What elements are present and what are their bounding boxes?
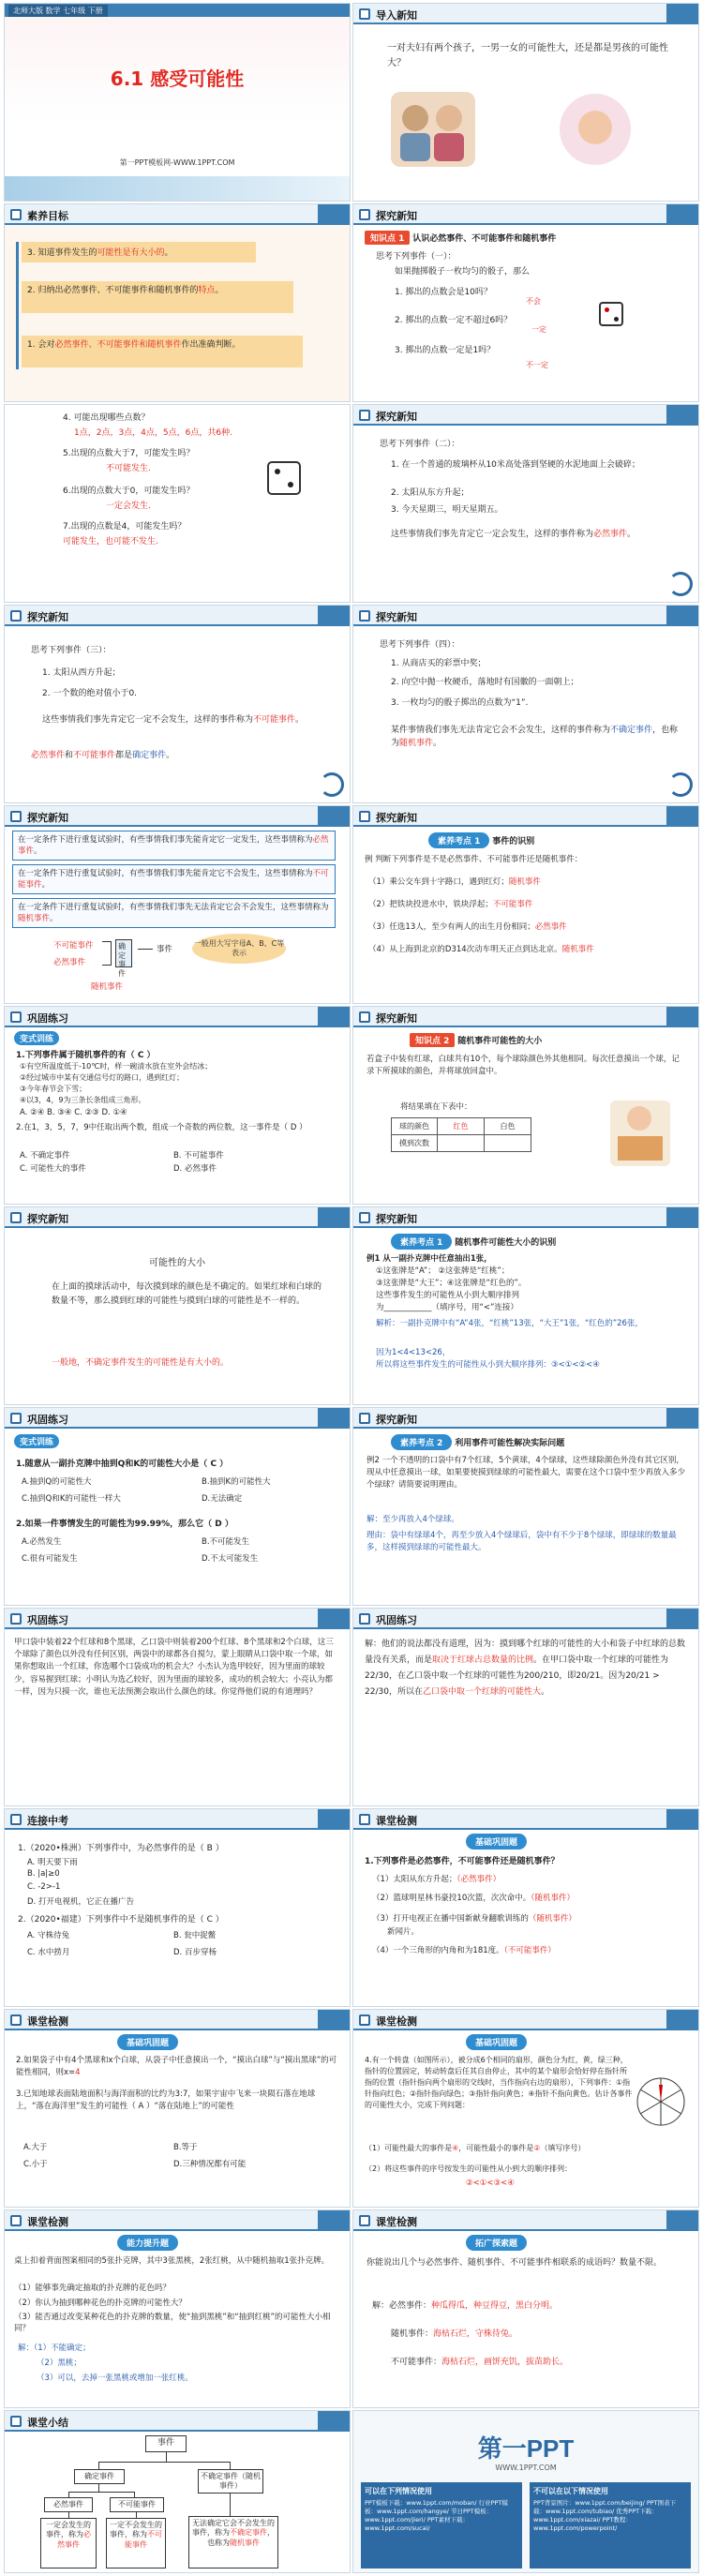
solution-2: 因为1<4<13<26，	[376, 1348, 451, 1357]
slide-icon	[10, 2014, 22, 2026]
a5: 不可能发生.	[106, 464, 151, 473]
slide-header: 课堂检测	[27, 2015, 68, 2028]
slide-icon	[359, 1413, 370, 1424]
q1-opt-a: A.抽到Q的可能性大	[22, 1477, 92, 1487]
skill-title: 随机事件可能性大小的识别	[455, 1238, 557, 1248]
slide-exam	[4, 1808, 351, 2007]
practice-tag: 变式训练	[14, 1031, 59, 1045]
q2-opt-b: B. 不可能事件	[173, 1151, 224, 1161]
series-label: 北师大版 数学 七年级 下册	[8, 5, 108, 17]
event-line-2: 2. 向空中抛一枚硬币，落地时有国徽的一面朝上；	[391, 678, 579, 687]
definite-note: 必然事件和不可能事件都是确定事件。	[31, 751, 175, 760]
ex-line-1: ①这张牌是“A”； ②这张牌是“红桃”；	[376, 1266, 510, 1276]
skill-title: 事件的识别	[492, 837, 535, 846]
practice-choices-1: A. ②④ B. ③④ C. ②③ D. ①④	[20, 1108, 127, 1117]
footer-text: 第一PPT模板网-WWW.1PPT.COM	[119, 158, 235, 167]
example-prompt: 例1 从一副扑克牌中任意抽出1张，	[366, 1254, 492, 1264]
dice-a3: 不一定	[526, 361, 548, 369]
solution-3: 所以将这些事件发生的可能性从小到大顺序排列：③<①<②<④	[376, 1360, 600, 1370]
slide-icon	[359, 1613, 370, 1625]
summary-certain-desc: 一定会发生的事件，称为必然事件	[40, 2518, 97, 2569]
summary-random: 不确定事件（随机事件）	[198, 2469, 263, 2494]
summary-random-desc: 无法确定它会不会发生的事件，称为不确定事件，也称为随机事件	[188, 2516, 278, 2569]
exam-q2-c: C. 水中捞月	[27, 1948, 70, 1957]
slide-icon	[359, 1814, 370, 1825]
exam-q1: 1.（2020•株洲）下列事件中，为必然事件的是（ B ）	[18, 1844, 224, 1853]
slide-icon	[359, 8, 370, 20]
summary-certain: 必然事件	[44, 2497, 93, 2512]
exam-q2-b: B. 瓮中捉鳖	[173, 1931, 217, 1940]
experiment-text: 若盒子中装有红球，白球共有10个，每个球除颜色外其他相同。每次任意摸出一个球，记录下所摸球的颜色，并将球放回盒中。	[366, 1055, 680, 1076]
think-label: 思考下列事件（一）：	[376, 252, 456, 262]
level-tag: 拓广探索题	[466, 2235, 527, 2251]
goal-2: 2. 归纳出必然事件、不可能事件和随机事件的特点。	[22, 281, 293, 313]
spinner-a2: ②<①<③<④	[466, 2179, 515, 2188]
check-l1: （1）太阳从东方升起；（必然事件）	[372, 1875, 501, 1884]
slide-icon	[359, 2014, 370, 2026]
check-q2: 2.如果袋子中有4个黑球和x个白球，从袋子中任意摸出一个，“摸出白球”与“摸出黑球”的可能性相同，则x=4	[16, 2056, 337, 2077]
slide-icon	[359, 410, 370, 421]
slide-icon	[359, 2215, 370, 2226]
think-label: 思考下列事件（三）：	[31, 646, 112, 655]
goal-1: 1. 会对必然事件、不可能事件和随机事件作出准确判断。	[22, 336, 303, 367]
practice-opt3: ③今年春节会下雪；	[20, 1085, 87, 1093]
example-prompt: 例2 一个不透明的口袋中有7个红球，5个黄球，4个绿球，这些球除颜色外没有其它区别，现从中任意摸出一球，如果要使摸到绿球的可能性最大，需要在这个口袋中至少再放入多少个绿球？请简要说明理由。	[366, 1456, 686, 1490]
slide-header: 巩固练习	[27, 1414, 68, 1426]
spinner-problem: 4.有一个转盘（如图所示），被分成6个相同的扇形，颜色分为红，黄，绿三种，指针的位置固定，转动转盘后任其自由停止，其中的某个扇形会恰好停在指针所指的位置（指针指向两个扇形的交线时，当作指向右边的扇形），下列事件：①指针指向红色；②指针指向绿色；③指针指向黄色；④指针不指向黄色。估计各事件的可能性大小，完成下列问题：	[365, 2056, 633, 2109]
dice-a2: 一定	[531, 325, 546, 334]
tree-event: 事件	[157, 945, 173, 954]
slide-summary	[4, 2410, 351, 2573]
knowledge-title: 随机事件可能性的大小	[457, 1037, 543, 1046]
slide-definitions	[4, 805, 351, 1004]
result-table: 球的颜色 红色 白色 摸到次数	[391, 1117, 531, 1152]
possibility-text: 在上面的摸球活动中，每次摸到球的颜色是不确定的。如果红球和白球的数量不等，那么摸到红球的可能性与摸到白球的可能性是不一样的。	[52, 1282, 322, 1307]
slide-icon	[359, 1011, 370, 1023]
a7: 可能发生，也可能不发生.	[63, 537, 158, 547]
exam-q2-d: D. 百步穿杨	[173, 1948, 217, 1957]
event-line-1: 1. 太阳从西方升起；	[42, 668, 121, 678]
goal-3: 3. 知道事件发生的可能性是有大小的。	[22, 242, 256, 262]
dice-q3: 3. 掷出的点数一定是1吗？	[395, 346, 496, 355]
check-l3b: 新闻片。	[387, 1927, 420, 1937]
cards-problem: 桌上扣着背面图案相同的5张扑克牌，其中3张黑桃，2张红桃，从中随机抽取1张扑克牌。	[14, 2256, 330, 2266]
slide-knowledge-2	[352, 1006, 699, 1205]
tree-random: 随机事件	[91, 982, 124, 992]
q2-opt-c: C. 可能性大的事件	[20, 1164, 86, 1174]
slide-header: 巩固练习	[376, 1614, 417, 1626]
cards-a3: （3）可以，去掉一张黑桃或增加一张红桃。	[37, 2374, 193, 2383]
event-line-1: 1. 在一个普通的玻璃杯从10米高处落到坚硬的水泥地面上会破碎；	[391, 460, 640, 470]
ex-line-4: 为____________（填序号，用“<”连接）	[376, 1303, 518, 1312]
level-tag: 基础巩固题	[466, 1834, 527, 1850]
level-tag: 基础巩固题	[117, 2034, 178, 2050]
slide-check-2	[4, 2009, 351, 2208]
slide-intro	[352, 3, 699, 202]
slide-header: 探究新知	[376, 210, 417, 222]
slide-practice-2	[4, 1407, 351, 1606]
slide-icon	[10, 1212, 22, 1223]
slide-practice-3-answer	[352, 1608, 699, 1806]
conclusion: 这些事情我们事先肯定它一定不会发生，这样的事件称为不可能事件。	[42, 715, 305, 725]
check-l3: （3）打开电视正在播中国新献身翻歌训练的（随机事件）	[372, 1914, 576, 1924]
slide-header: 连接中考	[27, 1815, 68, 1827]
q3-opt-c: C.小于	[23, 2160, 48, 2169]
dice-q1: 1. 掷出的点数会是10吗？	[395, 288, 492, 297]
slide-possibility	[4, 1206, 351, 1405]
cards-q1: （1）能够事先确定抽取的扑克牌的花色吗？	[14, 2284, 171, 2293]
slide-icon	[10, 811, 22, 822]
brand-logo: 第一PPT	[477, 2434, 575, 2463]
think-label: 思考下列事件（二）：	[380, 440, 460, 449]
slide-knowledge-1	[352, 203, 699, 402]
check-l2: （2）篮球明星林书豪投10次篮，次次命中。（随机事件）	[372, 1894, 575, 1903]
think-label: 思考下列事件（四）：	[380, 640, 460, 650]
q2-opt-d: D. 必然事件	[173, 1164, 217, 1174]
intro-question: 一对夫妇有两个孩子，一男一女的可能性大，还是都是男孩的可能性大？	[387, 43, 668, 68]
q1-opt-c: C.抽到Q和K的可能性一样大	[22, 1494, 121, 1504]
slide-header: 巩固练习	[27, 1012, 68, 1025]
bag-answer: 解：他们的说法都没有道理，因为：摸到哪个红球的可能性的大小和袋子中红球的总数量没有关系，而是取决于红球占总数量的比例。在甲口袋中取一个红球的可能性为22/30，在乙口袋中取一个红球的可能性为200/210，即20/21。因为20/21 > 22/30，所以在乙口袋中取一个红球的可能性大。	[365, 1640, 686, 1698]
slide-dice-questions	[4, 404, 351, 603]
conclusion: 某件事情我们事先无法肯定它会不会发生，这样的事件称为不确定事件，也称为随机事件。	[391, 726, 679, 749]
possibility-title: 可能性的大小	[149, 1258, 205, 1268]
slide-header: 探究新知	[376, 411, 417, 423]
def-certain: 在一定条件下进行重复试验时，有些事情我们事先能肯定它一定发生，这些事情称为必然事件。	[12, 831, 336, 861]
idiom-random: 随机事件：海枯石烂，守株待兔。	[391, 2329, 518, 2339]
slide-header: 课堂检测	[376, 2216, 417, 2228]
slide-icon	[10, 2416, 22, 2427]
summary-impossible: 不可能事件	[110, 2497, 164, 2512]
practice-tag: 变式训练	[14, 1434, 59, 1448]
level-tag: 基础巩固题	[466, 2034, 527, 2050]
practice-q2: 2.如果一件事情发生的可能性为99.99%，那么它（ D ）	[16, 1520, 233, 1529]
usage-allowed: 可以在下列情况使用 PPT模板下载：www.1ppt.com/moban/ 行业PPT模板：www.1ppt.com/hangye/ 节日PPT模板：www.1ppt.com/jieri/ PPT素材下载：www.1ppt.com/sucai/	[361, 2482, 522, 2569]
slide-practice-3	[4, 1608, 351, 1806]
q2-opt-b: B.不可能发生	[202, 1537, 250, 1547]
slide-header: 探究新知	[27, 1213, 68, 1225]
bag-problem: 甲口袋中装着22个红球和8个黑球，乙口袋中则装着200个红球、8个黑球和2个白球，这三个球除了颜色以外没有任何区别，两袋中的球都各自搅匀，蒙上眼睛从口袋中取一个球，如果你想取出一个红球，你选哪个口袋成功的机会大？小杰认为选甲较好，因为里面的球较少，容易握到红球；小明认为选乙较好，因为里面的球较多，成功的机会较大；小亮认为都一样，因为只摸一次，谁也无法预测会取出什么颜色的球。你觉得他们说的有道理吗？	[14, 1638, 334, 1697]
slide-check-4	[4, 2209, 351, 2408]
slide-icon	[359, 610, 370, 622]
dice-question: 如果抛掷骰子一枚均匀的骰子，那么	[395, 267, 531, 277]
slide-header: 探究新知	[376, 812, 417, 824]
ex-line-4: （4）从上海到北京的D314次动车明天正点到达北京。随机事件	[368, 945, 594, 954]
dice-icon	[599, 302, 623, 326]
exam-q2-a: A. 守株待兔	[27, 1931, 70, 1940]
slide-icon	[359, 1212, 370, 1223]
practice-opt2: ②经过城市中某有交通信号灯的路口，遇到红灯；	[20, 1073, 185, 1082]
level-tag: 能力提升题	[117, 2235, 178, 2251]
table-caption: 将结果填在下表中：	[400, 1102, 472, 1112]
solution-reason: 理由：袋中有绿球4个，再至少放入4个绿球后，袋中有不少于8个绿球，即绿球的数量最多，这样摸到绿球的可能性最大。	[366, 1531, 677, 1552]
knowledge-title: 认识必然事件、不可能事件和随机事件	[412, 234, 557, 244]
skill-banner: 素养考点 1	[428, 832, 489, 848]
q4: 4. 可能出现哪些点数？	[63, 413, 150, 423]
skill-title: 利用事件可能性解决实际问题	[455, 1439, 565, 1448]
q3-opt-a: A.大于	[23, 2143, 48, 2152]
q2-opt-c: C.很有可能发生	[22, 1554, 78, 1564]
def-impossible: 在一定条件下进行重复试验时，有些事情我们事先能肯定它不会发生，这些事情称为不可能事件。	[12, 864, 336, 894]
exam-q1-d: D. 打开电视机，它正在播广告	[27, 1897, 134, 1907]
slide-icon	[10, 1011, 22, 1023]
slide-header: 探究新知	[376, 1213, 417, 1225]
spinner-q2: （2）将这些事件的序号按发生的可能性从小到大的顺序排列：	[365, 2164, 573, 2173]
ex-line-1: （1）乘公交车到十字路口，遇到红灯；随机事件	[368, 877, 541, 887]
summary-event: 事件	[145, 2435, 187, 2452]
practice-opt4: ④以3，4，9为三条长条组成三角形。	[20, 1096, 146, 1104]
q6: 6.出现的点数大于0，可能发生吗？	[63, 487, 195, 496]
ex-line-3: 这些事件发生的可能性从小到大顺序排列	[376, 1291, 520, 1300]
slide-header: 探究新知	[27, 812, 68, 824]
q2-opt-d: D.不太可能发生	[202, 1554, 259, 1564]
slide-header: 探究新知	[376, 1012, 417, 1025]
slide-icon	[10, 2215, 22, 2226]
slide-header: 课堂小结	[27, 2417, 68, 2429]
brand-url: WWW.1PPT.COM	[495, 2464, 557, 2472]
summary-impossible-desc: 一定不会发生的事件，称为不可能事件	[106, 2518, 166, 2569]
slide-events-2	[352, 404, 699, 603]
q2-opt-a: A. 不确定事件	[20, 1151, 70, 1161]
ex-line-2: （2）把铁块投进水中，铁块浮起；不可能事件	[368, 900, 533, 909]
practice-opt1: ①有空所温度低于-10℃时，样一碗清水放在室外会结冰；	[20, 1062, 213, 1071]
slide-check-3	[352, 2009, 699, 2208]
tree-definite: 确定事件	[115, 939, 132, 967]
practice-q1: 1.随意从一副扑克牌中抽到Q和K的可能性大小是（ C ）	[16, 1460, 229, 1469]
solution-answer: 解：至少再放入4个绿球。	[366, 1515, 459, 1524]
conclusion: 这些事情我们事先肯定它一定会发生，这样的事件称为必然事件。	[391, 530, 636, 539]
q1-opt-d: D.无法确定	[202, 1494, 243, 1504]
slide-check-1	[352, 1808, 699, 2007]
slide-icon	[10, 1613, 22, 1625]
baby-image	[560, 94, 631, 165]
q1-opt-b: B.抽到K的可能性大	[202, 1477, 271, 1487]
cards-q2: （2）你认为抽到哪种花色的扑克牌的可能性大？	[14, 2299, 187, 2308]
slide-icon	[359, 811, 370, 822]
exam-q1-a: A. 明天要下雨	[27, 1858, 78, 1867]
event-line-3: 3. 今天星期三，明天星期五。	[391, 505, 503, 515]
event-line-3: 3. 一枚均匀的骰子掷出的点数为“1”.	[391, 698, 529, 708]
slide-header: 探究新知	[376, 611, 417, 623]
check-l4: （4）一个三角形的内角和为181度。（不可能事件）	[372, 1946, 556, 1955]
slide-example-size	[352, 1206, 699, 1405]
slide-header: 巩固练习	[27, 1614, 68, 1626]
cards-a1: 解：（1）不能确定；	[18, 2344, 91, 2353]
event-line-1: 1. 从商店买的彩票中奖；	[391, 659, 486, 668]
ex-line-3: （3）任选13人，至少有两人的出生月份相同；必然事件	[368, 922, 567, 932]
a6: 一定会发生.	[106, 502, 151, 511]
slide-icon	[359, 209, 370, 220]
exam-q2: 2.（2020•福建）下列事件中不是随机事件的是（ C ）	[18, 1915, 224, 1925]
slide-header: 课堂检测	[376, 1815, 417, 1827]
skill-banner: 素养考点 1	[391, 1234, 452, 1250]
skill-banner: 素养考点 2	[391, 1434, 452, 1450]
practice-q1: 1.下列事件属于随机事件的有（ C ）	[16, 1051, 156, 1060]
possibility-conclusion: 一般地，不确定事件发生的可能性是有大小的。	[52, 1358, 230, 1368]
knowledge-tag: 知识点 2	[410, 1033, 455, 1047]
q3-opt-b: B.等于	[173, 2143, 198, 2152]
dice-icon	[267, 461, 301, 495]
slide-header: 探究新知	[376, 1414, 417, 1426]
slide-header: 探究新知	[27, 611, 68, 623]
spinner-image	[635, 2075, 687, 2128]
practice-q2: 2.在1，3，5，7，9中任取出两个数，组成一个奇数的两位数，这一事件是（ D ）	[16, 1123, 307, 1132]
event-line-2: 2. 一个数的绝对值小于0.	[42, 689, 138, 698]
slide-title	[4, 3, 351, 202]
idiom-question: 你能说出几个与必然事件、随机事件、不可能事件相联系的成语吗？数量不限。	[366, 2258, 663, 2268]
slide-icon	[10, 1413, 22, 1424]
a4: 1点，2点，3点，4点，5点，6点，共6种.	[74, 428, 232, 438]
slide-check-5	[352, 2209, 699, 2408]
slide-events-3	[4, 605, 351, 803]
letter-note: 一般用大写字母A、B、C等表示	[192, 934, 286, 964]
idiom-impossible: 不可能事件：海枯石烂，画饼充饥，拔苗助长。	[391, 2358, 569, 2367]
slide-icon	[10, 1814, 22, 1825]
page-title: 6.1 感受可能性	[110, 67, 245, 90]
idiom-certain: 解：必然事件：种瓜得瓜，种豆得豆，黑白分明。	[372, 2301, 559, 2311]
slide-example-identify	[352, 805, 699, 1004]
slide-goals	[4, 203, 351, 402]
tree-impossible: 不可能事件	[53, 941, 94, 951]
tree-certain: 必然事件	[53, 958, 86, 967]
dice-q2: 2. 掷出的点数一定不超过6吗？	[395, 316, 513, 325]
slide-events-4	[352, 605, 699, 803]
spinner-q1: （1）可能性最大的事件是④，可能性最小的事件是②（填写序号）	[365, 2144, 586, 2152]
usage-forbidden: 不可以在以下情况使用 PPT背景图片：www.1ppt.com/beijing/ PPT图表下载：www.1ppt.com/tubiao/ 优秀PPT下载：www.1ppt.com/xiazai/ PPT教程：www.1ppt.com/powerpoint/	[530, 2482, 691, 2569]
ball-box-image	[610, 1101, 670, 1166]
slide-icon	[10, 610, 22, 622]
slide-header: 导入新知	[376, 9, 417, 22]
example-prompt: 例 判断下列事件是不是必然事件、不可能事件还是随机事件：	[365, 855, 583, 864]
q7: 7.出现的点数是4，可能发生吗？	[63, 522, 187, 532]
check-q3: 3.已知地球表面陆地面积与海洋面积的比约为3:7，如果宇宙中飞来一块陨石落在地球上，“落在海洋里”发生的可能性（ A ）“落在陆地上”的可能性	[16, 2089, 316, 2111]
summary-definite: 确定事件	[74, 2469, 125, 2484]
slide-header: 课堂检测	[376, 2015, 417, 2028]
check-q1: 1.下列事件是必然事件，不可能事件还是随机事件？	[365, 1857, 560, 1866]
slide-ending	[352, 2410, 699, 2573]
event-line-2: 2. 太阳从东方升起；	[391, 488, 470, 498]
slide-example-apply	[352, 1407, 699, 1606]
ex-line-2: ③这张牌是“大王”；④这张牌是“红色的”。	[376, 1279, 527, 1288]
knowledge-tag: 知识点 1	[365, 231, 410, 245]
cards-q3: （3）能否通过改变某种花色的扑克牌的数量，使“抽到黑桃”和“抽到红桃”的可能性大小相同？	[14, 2313, 331, 2334]
def-random: 在一定条件下进行重复试验时，有些事情我们事先无法肯定它会不会发生，这些事情称为随机事件。	[12, 898, 336, 928]
exam-q1-b: B. |a|≥0	[27, 1869, 60, 1879]
exam-q1-c: C. -2>-1	[27, 1882, 61, 1892]
q5: 5.出现的点数大于7，可能发生吗？	[63, 449, 195, 458]
slide-icon	[10, 209, 22, 220]
couple-image	[391, 92, 475, 167]
cards-a2: （2）黑桃；	[37, 2359, 82, 2368]
dice-a1: 不会	[526, 297, 541, 306]
slide-header: 课堂检测	[27, 2216, 68, 2228]
solution-1: 解析：一副扑克牌中有“A”4张，“红桃”13张，“大王”1张，“红色的”26张，	[376, 1319, 643, 1328]
q3-opt-d: D.三种情况都有可能	[173, 2160, 247, 2169]
slide-practice-1	[4, 1006, 351, 1205]
slide-header: 素养目标	[27, 210, 68, 222]
q2-opt-a: A.必然发生	[22, 1537, 62, 1547]
